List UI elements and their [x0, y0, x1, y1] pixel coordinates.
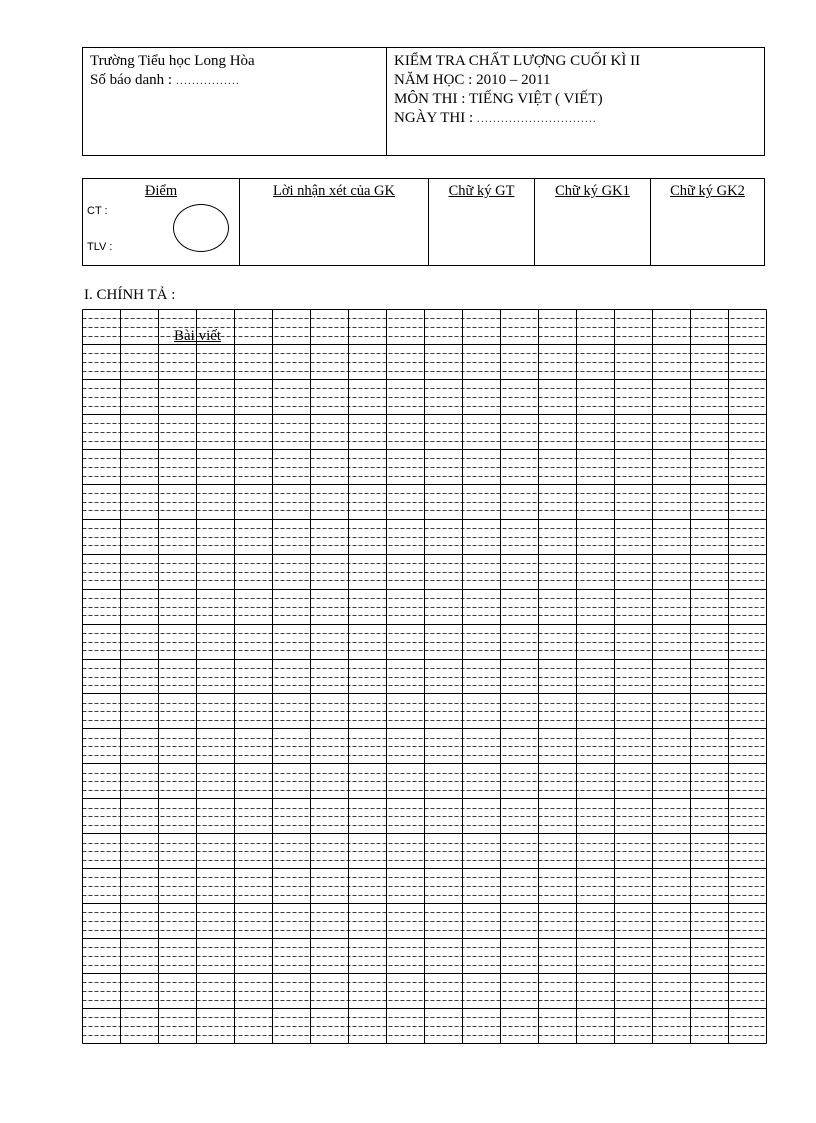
exam-title: KIỂM TRA CHẤT LƯỢNG CUỐI KÌ II	[394, 53, 641, 69]
signature-gk2-header: Chữ ký GK2	[670, 183, 745, 199]
exam-date-label: NGÀY THI :	[394, 110, 474, 126]
section-title: I. CHÍNH TẢ :	[84, 287, 176, 303]
school-name: Trường Tiểu học Long Hòa	[90, 53, 255, 69]
teacher-comment-cell[interactable]	[240, 179, 429, 265]
score-circle[interactable]	[173, 204, 229, 252]
candidate-number-row	[90, 71, 386, 90]
score-cell	[83, 179, 240, 265]
section-subtitle: Bài viết	[174, 328, 222, 344]
writing-grid-lines	[82, 309, 767, 1044]
signature-gk1-cell[interactable]	[535, 179, 651, 265]
score-header: Điểm	[144, 183, 178, 199]
writing-grid[interactable]	[82, 309, 767, 1044]
tlv-label: TLV :	[87, 241, 113, 253]
exam-header	[82, 47, 765, 156]
candidate-number-label: Số báo danh :	[90, 72, 173, 88]
ct-label: CT :	[87, 205, 108, 217]
signature-gk2-cell[interactable]	[651, 179, 764, 265]
candidate-number-field[interactable]: ................	[175, 73, 240, 87]
exam-date-field[interactable]: ..............................	[476, 111, 597, 125]
signature-gt-cell[interactable]	[429, 179, 535, 265]
exam-date-row	[394, 109, 764, 128]
exam-subject: MÔN THI : TIẾNG VIỆT ( VIẾT)	[394, 91, 603, 107]
school-year: NĂM HỌC : 2010 – 2011	[394, 72, 551, 88]
signature-gt-header: Chữ ký GT	[448, 183, 515, 199]
score-table	[82, 178, 765, 266]
exam-info	[387, 48, 764, 155]
school-info	[83, 48, 387, 155]
teacher-comment-header: Lời nhận xét của GK	[272, 183, 396, 199]
signature-gk1-header: Chữ ký GK1	[555, 183, 630, 199]
